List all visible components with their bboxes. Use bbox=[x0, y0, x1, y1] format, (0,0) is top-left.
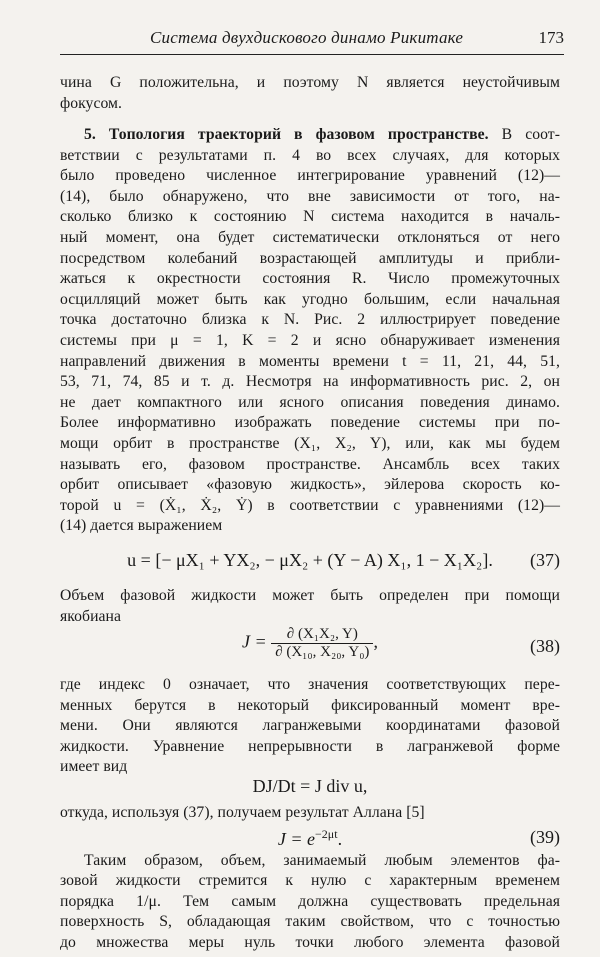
equation-number: (37) bbox=[530, 549, 560, 570]
equation-body bbox=[60, 827, 560, 850]
equation-body: DJ/Dt = J div u, bbox=[252, 776, 368, 797]
text-line: ветствии с результатами п. 4 во всех случаях, для которых bbox=[60, 146, 560, 164]
text-line: чина G положительна, и поэтому N является неустойчивым bbox=[60, 74, 560, 91]
text-line: (14) дается выражением bbox=[60, 517, 223, 535]
text-line: зовой жидкости стремится к нулю с характерным временем bbox=[60, 872, 560, 890]
text-line: мощи орбит в пространстве (X₁, X₂, Y), или, как мы будем bbox=[60, 435, 560, 452]
text-line: (14), было обнаружено, что вне зависимости от того, на- bbox=[60, 187, 560, 205]
page-header bbox=[60, 28, 564, 58]
text-line: торой u = (Ẋ₁, Ẋ₂, Ẏ) в соответствии с уравнениями (12)— bbox=[60, 496, 560, 514]
equation-number: (39) bbox=[530, 827, 560, 848]
text-line: сколько близко к состоянию N система находится в началь- bbox=[60, 208, 560, 226]
equation-lhs: J = e bbox=[277, 829, 316, 850]
section-heading-line bbox=[60, 124, 560, 146]
text-line: мени. Они являются лагранжевыми координатами фазовой bbox=[60, 717, 560, 735]
text-line: осцилляций может быть как угодно большим, если начальная bbox=[60, 290, 560, 308]
text-line: жаться к окрестности состояния R. Число промежуточных bbox=[60, 270, 560, 288]
text-line: было проведено численное интегрирование уравнений (12)— bbox=[60, 167, 560, 185]
fraction-numerator: ∂ (X₁X₂, Y) bbox=[271, 626, 373, 644]
fraction-denominator: ∂ (X₁₀, X₂₀, Y₀) bbox=[275, 644, 370, 660]
equation-lhs: J = bbox=[242, 631, 267, 652]
equation-body bbox=[60, 626, 560, 661]
text-line: Объем фазовой жидкости может быть определен при помощи bbox=[60, 587, 560, 605]
equation-number: (38) bbox=[530, 636, 560, 656]
text-line: менных берутся в некоторый фиксированный момент вре- bbox=[60, 696, 560, 714]
text-line: якобиана bbox=[60, 607, 121, 625]
text-line: Таким образом, объем, занимаемый любым элементов фа- bbox=[84, 851, 560, 869]
equation-body: u = [− μX₁ + YX₂, − μX₂ + (Y − A) X₁, 1 − X₁X₂]. bbox=[127, 549, 493, 570]
text-line: называть его, фазовом пространстве. Ансамбль всех таких bbox=[60, 455, 560, 473]
text-line: системы при μ = 1, K = 2 и ясно обнаруживает изменения bbox=[60, 332, 560, 349]
text-line: не дает компактного или ясного описания поведения динамо. bbox=[60, 393, 560, 411]
text-line: фокусом. bbox=[60, 94, 123, 112]
text-line: 53, 71, 74, 85 и т. д. Несмотря на информативность рис. 2, он bbox=[60, 373, 560, 391]
text-line: ный момент, она будет систематически отклоняться от него bbox=[60, 229, 560, 246]
header-rule bbox=[60, 54, 564, 55]
text-line: посредством колебаний возрастающей амплитуды и прибли- bbox=[60, 249, 560, 267]
text-line: где индекс 0 означает, что значения соответствующих пере- bbox=[60, 676, 560, 693]
text-line: порядка 1/μ. Тем самым должна существовать предельная bbox=[60, 892, 560, 910]
text-line: до множества меры нуль точки любого элемента фазовой bbox=[60, 934, 560, 951]
text-line: поверхность S, обладающая таким свойством, что с точностью bbox=[60, 913, 560, 931]
text-line: жидкости. Уравнение непрерывности в лагранжевой форме bbox=[60, 737, 560, 755]
equation-punct: . bbox=[337, 829, 343, 850]
equation-punct: , bbox=[373, 631, 378, 652]
running-title: Система двухдискового динамо Рикитаке bbox=[150, 28, 464, 47]
text-line: имеет вид bbox=[60, 758, 128, 776]
page-number: 173 bbox=[538, 28, 564, 47]
text-line: орбит описывает «фазовую жидкость», эйлерова скорость ко- bbox=[60, 476, 560, 494]
equation-exponent: −2μt bbox=[315, 827, 338, 842]
text-fragment: В соот- bbox=[501, 126, 560, 143]
text-line: Более информативно изображать поведение системы при по- bbox=[60, 414, 560, 432]
section-heading: 5. Топология траекторий в фазовом пространстве. bbox=[84, 126, 489, 143]
fraction bbox=[271, 626, 373, 661]
text-line: точка достаточно близка к N. Рис. 2 иллюстрирует поведение bbox=[60, 311, 560, 329]
text-line: откуда, используя (37), получаем результат Аллана [5] bbox=[60, 804, 425, 822]
equation-37 bbox=[60, 550, 560, 580]
text-line: направлений движения в моменты времени t = 11, 21, 44, 51, bbox=[60, 352, 560, 370]
equation-38 bbox=[60, 622, 560, 670]
